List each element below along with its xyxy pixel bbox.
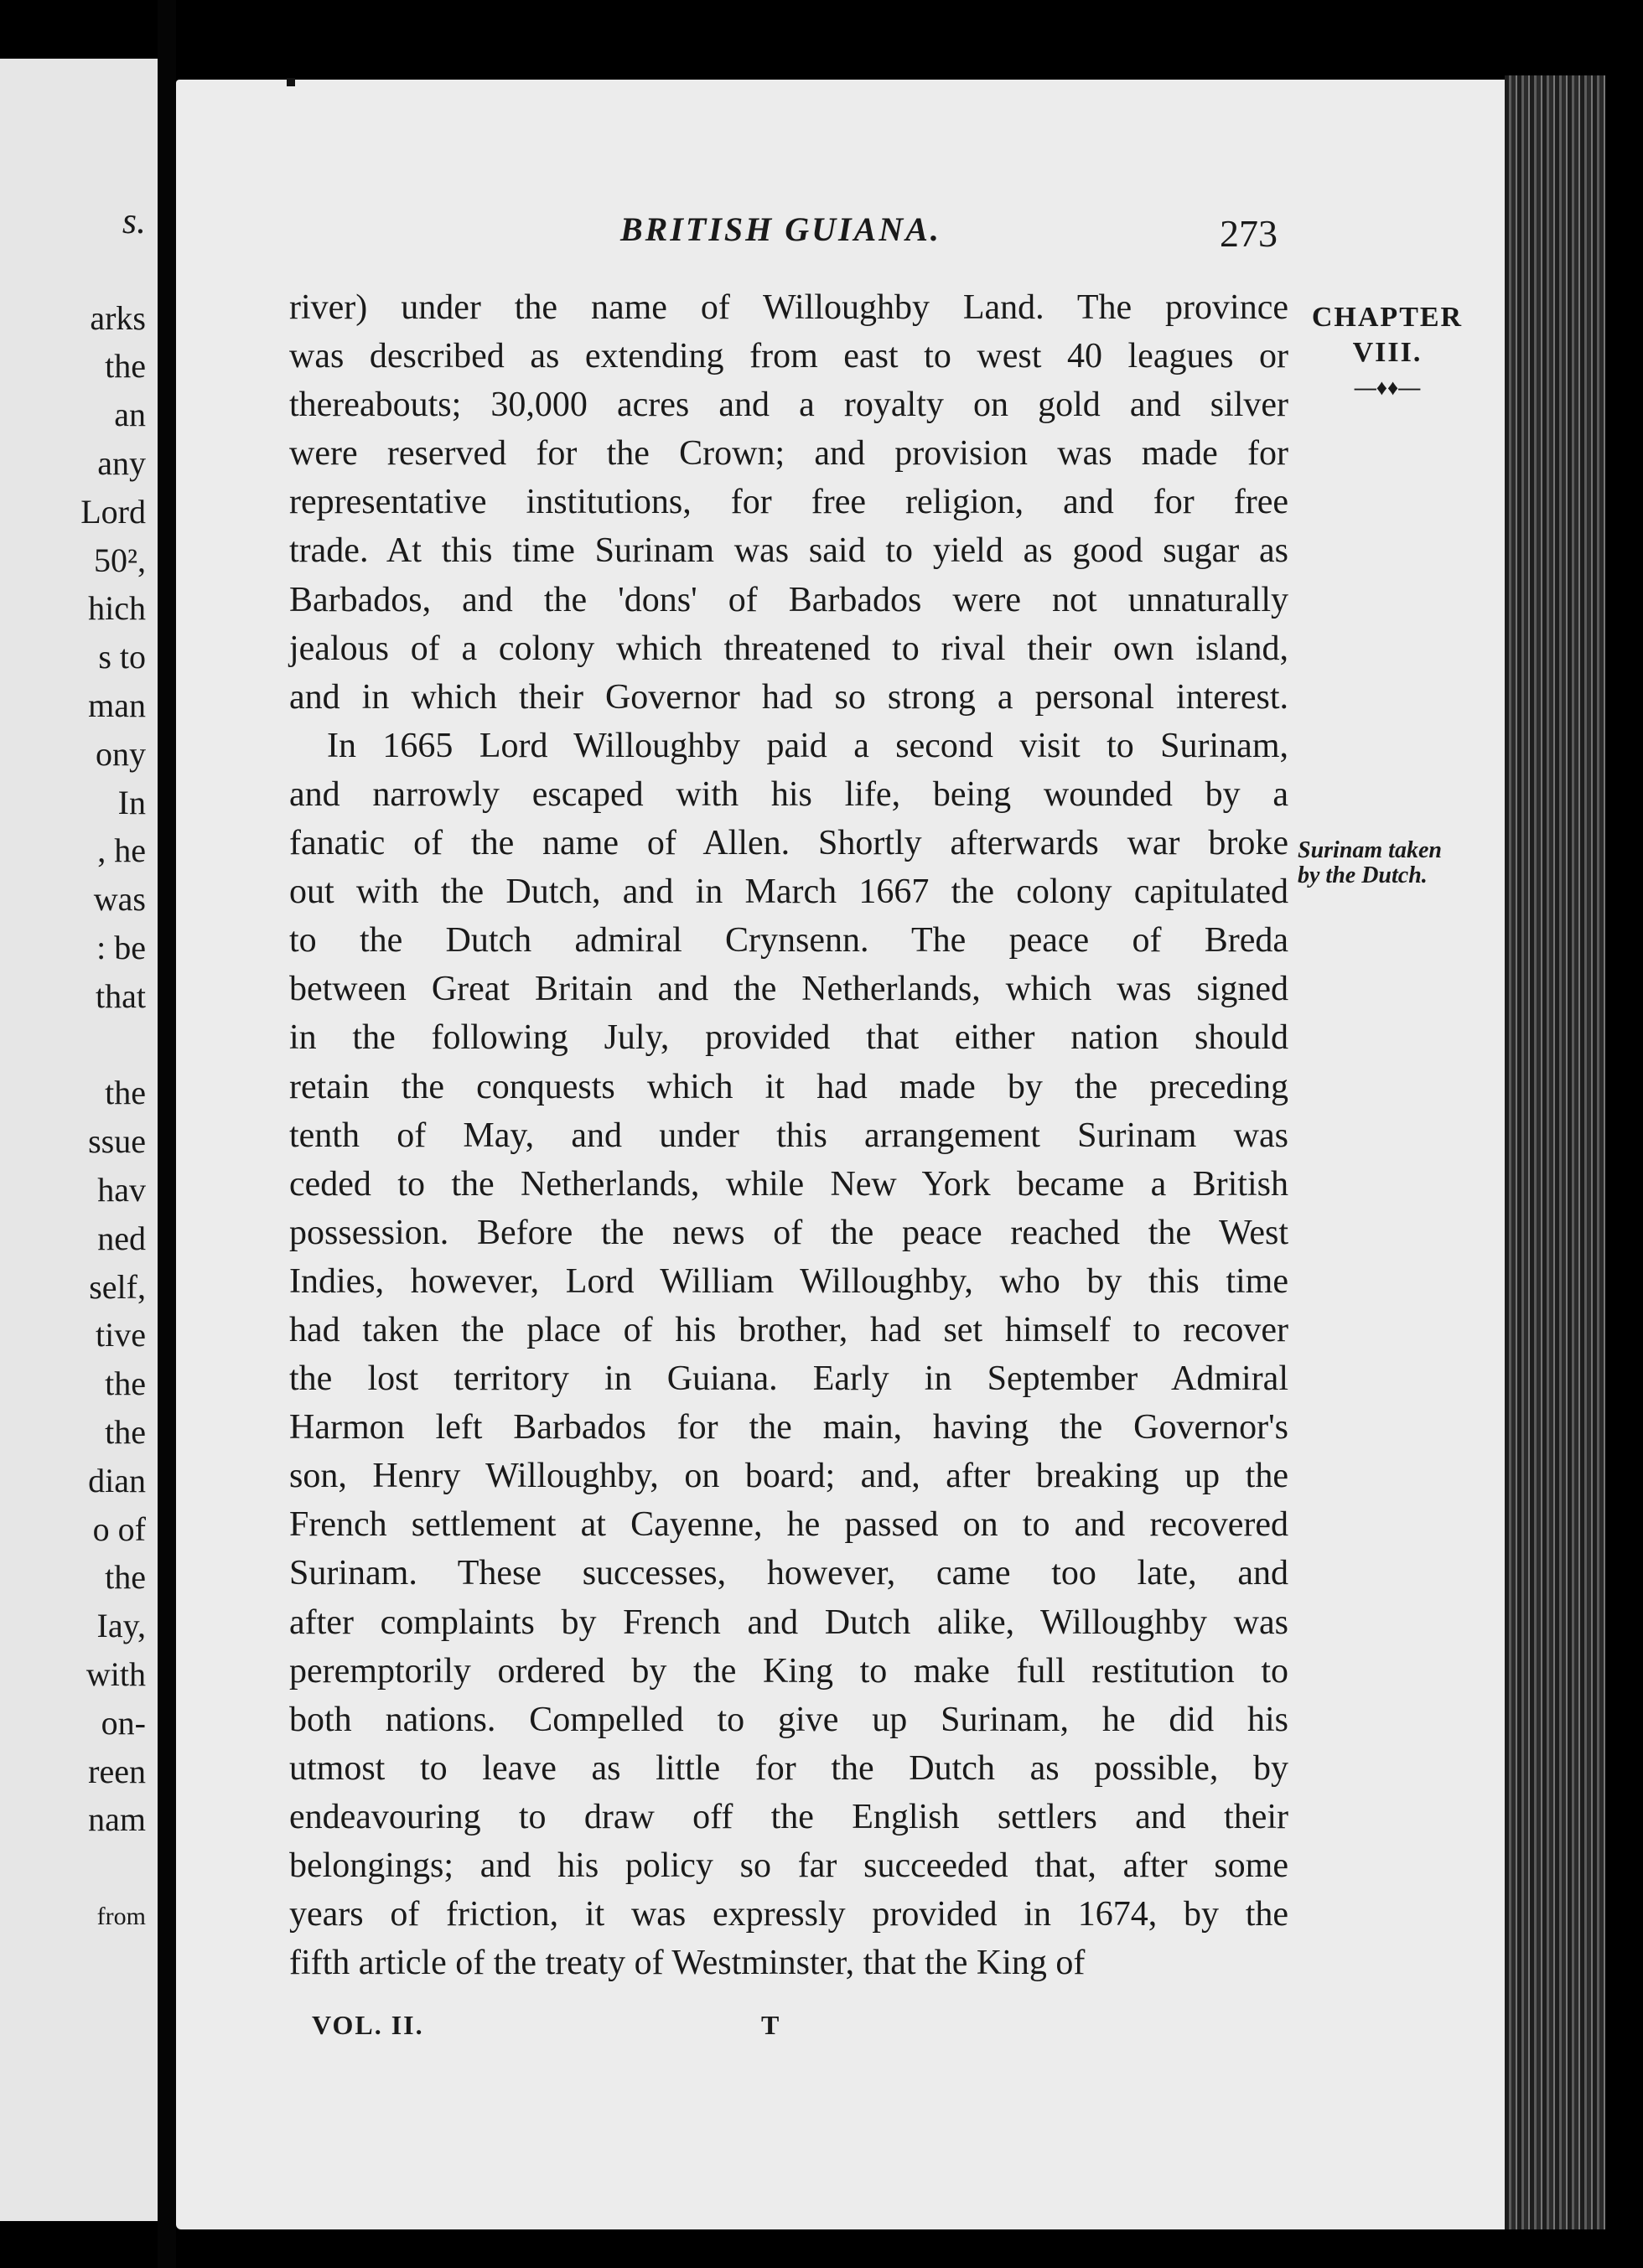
- text-line: representative institutions, for free religion, and for free: [289, 483, 1288, 522]
- left-page-fragment: hav: [97, 1170, 146, 1209]
- text-line: river) under the name of Willoughby Land. The province: [289, 288, 1288, 327]
- gathering-signature: T: [761, 2010, 780, 2040]
- background-edge: [1605, 0, 1643, 2268]
- text-line: was described as extending from east to west 40 leagues or: [289, 337, 1288, 376]
- text-line: trade. At this time Surinam was said to yield as good sugar as: [289, 531, 1288, 571]
- text-line: out with the Dutch, and in March 1667 the colony capitulated: [289, 873, 1288, 912]
- text-line: In 1665 Lord Willoughby paid a second visit to Surinam,: [327, 726, 1288, 765]
- left-page-fragment: tive: [96, 1316, 146, 1354]
- volume-signature: VOL. II.: [312, 2010, 424, 2040]
- text-line: belongings; and his policy so far succeeded that, after some: [289, 1846, 1288, 1885]
- body-text: [289, 283, 1288, 1987]
- text-line: after complaints by French and Dutch alike, Willoughby was: [289, 1603, 1288, 1642]
- left-page-fragment: dian: [88, 1461, 146, 1499]
- left-page-fragment: [80, 1844, 146, 1893]
- book-gutter: [158, 0, 176, 2268]
- left-page-fragment: In: [117, 783, 146, 821]
- left-page-fragment: , he: [97, 831, 146, 870]
- text-line: fifth article of the treaty of Westminster, that the King of: [289, 1944, 1086, 1983]
- left-page-fragment: the: [105, 1558, 146, 1597]
- text-line: years of friction, it was expressly provided in 1674, by the: [289, 1895, 1288, 1934]
- left-page-fragment: reen: [88, 1752, 146, 1790]
- text-line: and narrowly escaped with his life, being wounded by a: [289, 774, 1288, 814]
- left-page-fragment: 50²,: [94, 541, 146, 579]
- chapter-heading: [1304, 300, 1471, 406]
- left-page-fragment: that: [96, 976, 146, 1015]
- left-page-fragment: Lord: [80, 492, 146, 531]
- text-line: both nations. Compelled to give up Surinam, he did his: [289, 1700, 1288, 1739]
- left-page-fragment: ssue: [88, 1122, 146, 1161]
- chapter-label: CHAPTER: [1311, 302, 1464, 333]
- left-page-fragment: the: [105, 347, 146, 386]
- text-line: to the Dutch admiral Crynsenn. The peace of Breda: [289, 921, 1288, 961]
- text-line: and in which their Governor had so strong a personal interest.: [289, 677, 1288, 717]
- text-line: retain the conquests which it had made by the preceding: [289, 1067, 1288, 1106]
- left-page-fragment: ony: [96, 734, 146, 773]
- text-line: possession. Before the news of the peace reached the West: [289, 1213, 1288, 1252]
- left-page-fragment: the: [105, 1074, 146, 1112]
- left-page-fragment: with: [86, 1654, 146, 1693]
- left-page-fragment: any: [97, 443, 146, 482]
- text-line: thereabouts; 30,000 acres and a royalty on gold and silver: [289, 386, 1288, 425]
- left-page-fragment: man: [88, 686, 146, 724]
- left-page-fragment: hich: [88, 589, 146, 628]
- text-line: were reserved for the Crown; and provision was made for: [289, 434, 1288, 474]
- left-page-fragment: from: [96, 1902, 146, 1930]
- left-page-fragment: ned: [97, 1219, 146, 1257]
- left-page-fragment: o of: [92, 1509, 146, 1548]
- text-line: tenth of May, and under this arrangement Surinam was: [289, 1116, 1288, 1155]
- left-page-fragment: arks: [90, 298, 146, 337]
- text-line: peremptorily ordered by the King to make full restitution to: [289, 1651, 1288, 1691]
- page-edges: [1505, 75, 1605, 2229]
- left-page-fragment: s.: [122, 200, 146, 241]
- left-page-fragment: Iay,: [96, 1607, 146, 1645]
- left-page: [0, 59, 158, 2221]
- text-line: between Great Britain and the Netherlands, which was signed: [289, 970, 1288, 1009]
- chapter-number: VIII.: [1352, 337, 1423, 368]
- left-page-fragment: was: [93, 880, 146, 919]
- text-line: endeavouring to draw off the English settlers and their: [289, 1797, 1288, 1836]
- text-line: Barbados, and the 'dons' of Barbados were not unnaturally: [289, 580, 1288, 619]
- left-page-fragment: the: [105, 1412, 146, 1451]
- text-line: fanatic of the name of Allen. Shortly afterwards war broke: [289, 824, 1288, 863]
- left-page-fragment: : be: [96, 928, 146, 966]
- left-page-fragment: [80, 1021, 146, 1069]
- left-page-fragment: on-: [101, 1703, 146, 1742]
- text-line: son, Henry Willoughby, on board; and, after breaking up the: [289, 1457, 1288, 1496]
- left-page-fragment: [80, 246, 146, 294]
- text-line: had taken the place of his brother, had set himself to recover: [289, 1310, 1288, 1349]
- left-page-fragment: s to: [98, 638, 146, 676]
- text-line: in the following July, provided that either nation should: [289, 1018, 1288, 1058]
- text-line: ceded to the Netherlands, while New York became a British: [289, 1164, 1288, 1204]
- ink-mark: [287, 78, 295, 86]
- text-line: Harmon left Barbados for the main, having the Governor's: [289, 1408, 1288, 1447]
- margin-note: Surinam taken by the Dutch.: [1298, 837, 1442, 888]
- left-page-text-fragments: [80, 197, 146, 1941]
- left-page-fragment: the: [105, 1364, 146, 1403]
- ornament-rule: —♦♦—: [1354, 375, 1421, 400]
- left-page-fragment: nam: [88, 1800, 146, 1839]
- text-line: Surinam. These successes, however, came too late, and: [289, 1554, 1288, 1593]
- left-page-fragment: self,: [89, 1267, 146, 1306]
- text-line: the lost territory in Guiana. Early in September Admiral: [289, 1359, 1288, 1399]
- text-line: jealous of a colony which threatened to rival their own island,: [289, 629, 1288, 668]
- running-title: BRITISH GUIANA.: [620, 210, 941, 248]
- text-line: French settlement at Cayenne, he passed on to and recovered: [289, 1505, 1288, 1545]
- page-number: 273: [1220, 212, 1278, 255]
- text-line: Indies, however, Lord William Willoughby, who by this time: [289, 1261, 1288, 1301]
- text-line: utmost to leave as little for the Dutch as possible, by: [289, 1748, 1288, 1788]
- left-page-fragment: an: [114, 396, 146, 434]
